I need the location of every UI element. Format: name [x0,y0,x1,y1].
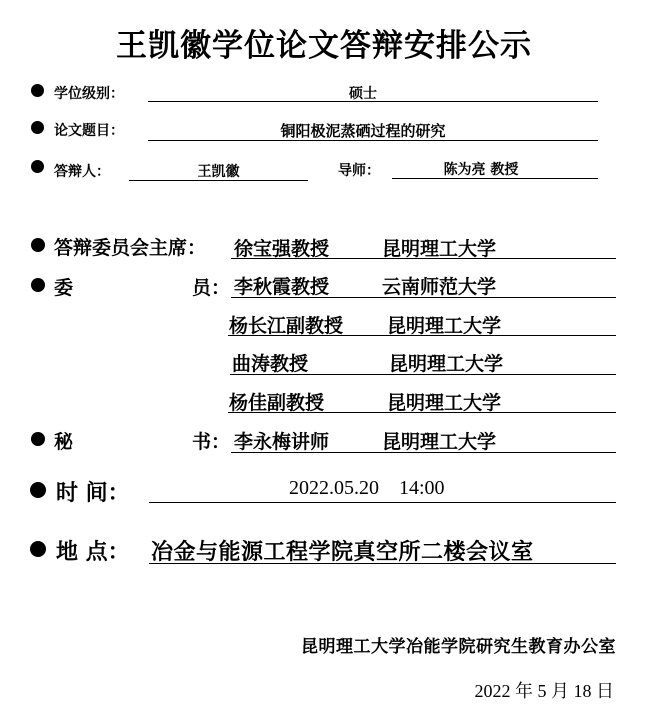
defender-value: 王凯徽 [197,164,240,180]
member-org: 昆明理工大学 [387,392,502,414]
secretary-name: 李永梅讲师 [234,431,330,453]
bullet-icon [31,238,45,252]
thesis-label: 论文题目： [54,123,124,139]
member-name: 杨佳副教授 [229,392,325,414]
member-label-start: 委 [54,277,74,299]
member-org: 昆明理工大学 [387,315,502,337]
thesis-value: 铜阳极泥蒸硒过程的研究 [280,122,446,140]
place-label: 地 点： [56,539,130,565]
issue-date: 2022 年 5 月 18 日 [474,681,614,701]
member-org: 云南师范大学 [382,276,497,298]
member-label-end: 员： [192,277,231,299]
advisor-label: 导师： [338,163,380,179]
chair-org: 昆明理工大学 [382,238,497,260]
bullet-icon [31,278,45,292]
secretary-label-end: 书： [192,431,231,453]
bullet-icon [30,541,46,557]
degree-label: 学位级别： [54,86,124,102]
secretary-label-start: 秘 [54,431,74,453]
bullet-icon [31,84,44,97]
bullet-icon [31,121,44,134]
secretary-org: 昆明理工大学 [382,431,497,453]
member-name: 李秋霞教授 [234,276,330,298]
bullet-icon [31,160,44,173]
degree-value: 硕士 [349,86,377,102]
member-name: 曲涛教授 [232,353,309,375]
issuing-office: 昆明理工大学冶能学院研究生教育办公室 [301,637,616,657]
member-org: 昆明理工大学 [389,353,504,375]
chair-label: 答辩委员会主席： [54,237,207,259]
place-value: 冶金与能源工程学院真空所二楼会议室 [151,539,534,565]
advisor-value: 陈为亮 教授 [443,162,519,178]
chair-name: 徐宝强教授 [234,238,330,260]
time-label: 时 间： [56,480,130,506]
time-value: 2022.05.20 14:00 [289,477,445,499]
page-title: 王凯徽学位论文答辩安排公示 [116,28,532,64]
bullet-icon [31,432,45,446]
defender-label: 答辩人： [54,164,110,180]
member-name: 杨长江副教授 [229,315,344,337]
time-underline [149,502,616,503]
bullet-icon [30,482,46,498]
